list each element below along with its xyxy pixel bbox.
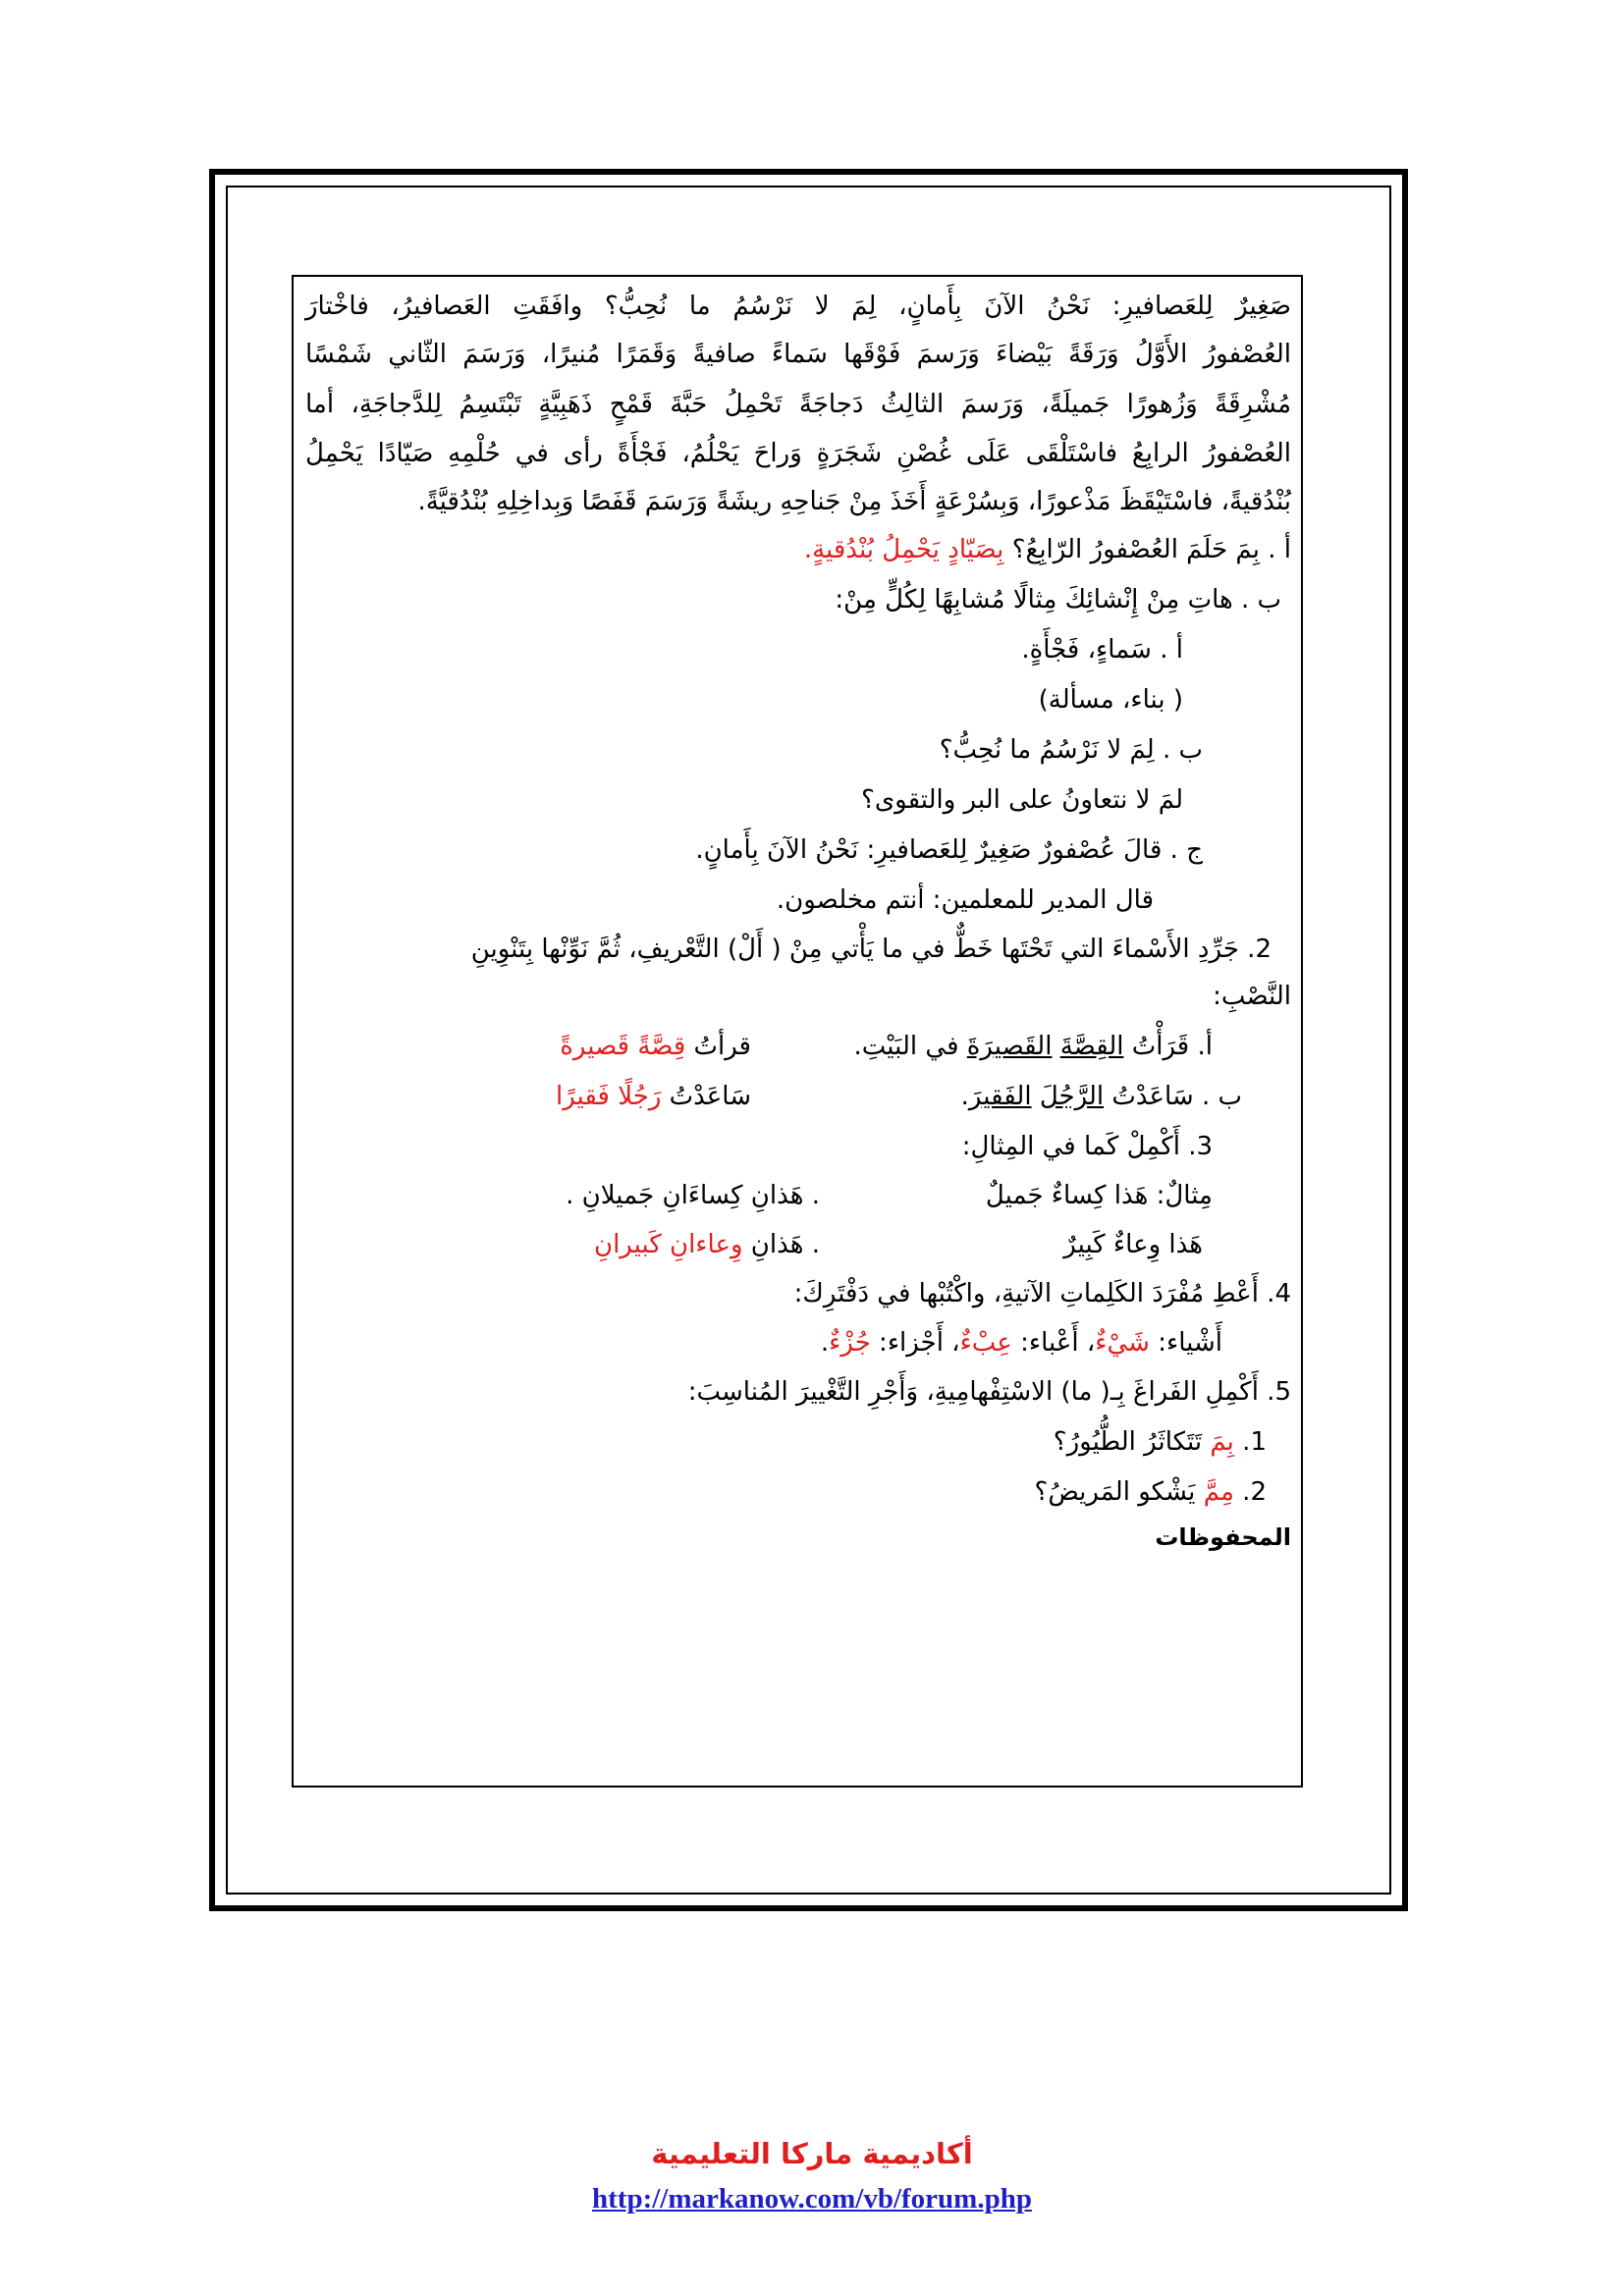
question-5-title: 5. أَكْمِلِ الفَراغَ بِـ( ما) الاسْتِفْهامِيةِ، وَأَجْرِ التَّغْييرَ المُناسِبَ: — [687, 1377, 1291, 1407]
underlined-noun: القَصيرَةَ — [966, 1032, 1053, 1061]
question-b2-answer: لمَ لا نتعاونُ على البر والتقوى؟ — [861, 785, 1183, 815]
question-a-answer: بِصَيّادٍ يَحْمِلُ بُنْدُقيةٍ. — [803, 535, 1004, 564]
passage-line-5: بُنْدُقيةً، فاسْتَيْقَظَ مَذْعورًا، وَبِسُرْعَةٍ أَخَذَ مِنْ جَناحِهِ ريشَةً وَرَسَمَ قَفَصًا وَبِداخِلِهِ بُنْدُقيَّةً. — [417, 487, 1291, 516]
question-5-item-2 — [1035, 1472, 1267, 1512]
question-a — [804, 530, 1291, 569]
question-2b-suffix: . — [960, 1082, 969, 1111]
passage-line-3: مُشْرِقَةً وَزُهورًا جَميلَةً، وَرَسمَ الثالِثُ دَجاجَةً تَحْمِلُ حَبَّةَ قَمْحٍ ذَهَبِيَّةٍ تَبْتَسِمُ لِلدَّجاجَةِ، أما — [305, 390, 1291, 419]
question-2b — [961, 1077, 1242, 1116]
question-4-answers — [821, 1323, 1222, 1362]
word-space — [1032, 1082, 1040, 1111]
singular-answer: جُزْءٌ — [829, 1328, 871, 1358]
question-2b-answer — [556, 1077, 751, 1116]
item-answer: بِمَ — [1210, 1427, 1234, 1457]
footer-forum-link[interactable]: http://markanow.com/vb/forum.php — [592, 2183, 1032, 2215]
question-b1-prompt: أ . سَماءٍ، فَجْأَةٍ. — [1021, 635, 1183, 665]
footer-academy-name: أكاديمية ماركا التعليمية — [651, 2137, 973, 2170]
answer-value: وِعاءانِ كَبيرانِ — [593, 1230, 743, 1259]
question-2b-prefix: ب . سَاعَدْتُ — [1104, 1082, 1242, 1111]
question-3-item-answer — [594, 1225, 820, 1264]
question-b2-prompt: ب . لِمَ لا نَرْسُمُ ما نُحِبُّ؟ — [939, 735, 1203, 765]
question-b3-answer: قال المدير للمعلمين: أنتم مخلصون. — [776, 885, 1154, 915]
singular-answer: عِبْءٌ — [959, 1328, 1012, 1358]
answer-prefix: قرأتُ — [685, 1032, 751, 1061]
sentence-end: . — [820, 1328, 830, 1358]
question-2a-prefix: أ. قَرَأْتُ — [1123, 1032, 1213, 1061]
passage-line-2: العُصْفورُ الأَوَّلُ وَرَقَةً بَيْضاءَ وَرَسمَ فَوْقَها سَماءً صافيةً وَقَمَرًا مُنيرًا، وَرَسَمَ الثّاني شَمْسًا — [305, 340, 1291, 369]
question-a-text: أ . بِمَ حَلَمَ العُصْفورُ الرّابِعُ؟ — [1011, 535, 1291, 564]
question-b-intro: ب . هاتِ مِنْ إِنْشائِكَ مِثالًا مُشابِهًا لِكُلٍّ مِنْ: — [835, 585, 1281, 614]
passage-line-4: العُصْفورُ الرابِعُ فاسْتَلْقَى عَلَى غُصْنِ شَجَرَةٍ وَراحَ يَحْلُمُ، فَجْأَةً رأى في حُلْمِهِ صَيّادًا يَحْمِلُ — [305, 439, 1291, 468]
question-2a-suffix: في البَيْتِ. — [853, 1032, 967, 1061]
underlined-noun: الرَّجُلَ — [1039, 1082, 1105, 1111]
plural-word: أَشْياء: — [1149, 1328, 1222, 1358]
question-5-item-1 — [1054, 1422, 1267, 1462]
question-2a-answer — [560, 1027, 751, 1066]
question-3-example: مِثالٌ: هَذا كِساءٌ جَميلٌ — [985, 1181, 1213, 1210]
item-text: يَشْكو المَريضُ؟ — [1034, 1477, 1204, 1507]
underlined-noun: القِصَّةَ — [1059, 1032, 1124, 1061]
answer-prefix: سَاعَدْتُ — [661, 1082, 751, 1111]
singular-answer: شَيْءٌ — [1095, 1328, 1150, 1358]
word-space — [1052, 1032, 1059, 1061]
question-2-line-2: النَّصْبِ: — [1213, 982, 1291, 1011]
worksheet-content-box — [292, 275, 1303, 1788]
question-b1-answer: ( بناء، مسألة) — [1038, 685, 1183, 715]
item-number: 1. — [1233, 1427, 1267, 1457]
question-4-title: 4. أَعْطِ مُفْرَدَ الكَلِماتِ الآتيةِ، واكْتُبْها في دَفْتَرِكَ: — [793, 1279, 1291, 1308]
answer-value: رَجُلًا فَقيرًا — [555, 1082, 662, 1111]
underlined-noun: الفَقيرَ — [968, 1082, 1032, 1111]
question-2-line-1: 2. جَرِّدِ الأَسْماءَ التي تَحْتَها خَطٌّ في ما يَأْتي مِنْ ( أَلْ) التَّعْريفِ، ثُمَّ نَوِّنْها بِتَنْوِينِ — [470, 934, 1272, 964]
question-2a — [854, 1027, 1214, 1066]
question-3-title: 3. أَكْمِلْ كَما في المِثالِ: — [961, 1132, 1213, 1161]
section-title: المحفوظات — [1155, 1523, 1291, 1551]
item-number: 2. — [1233, 1477, 1267, 1507]
plural-word: ، أَجْزاء: — [870, 1328, 960, 1358]
item-answer: مِمَّ — [1203, 1477, 1234, 1507]
answer-prefix: . هَذانِ — [742, 1230, 820, 1259]
passage-line-1: صَغِيرٌ لِلعَصافيرِ: نَحْنُ الآنَ بِأَمانٍ، لِمَ لا نَرْسُمُ ما نُحِبُّ؟ وافَقَتِ العَصافيرُ، فاخْتارَ — [305, 292, 1291, 321]
question-3-item: هَذا وِعاءٌ كَبِيرٌ — [1063, 1230, 1203, 1259]
answer-value: قِصَّةً قَصيرةً — [560, 1032, 686, 1061]
question-3-example-answer: . هَذانِ كِساءَانِ جَميلانِ . — [566, 1181, 820, 1210]
question-b3-prompt: ج . قالَ عُصْفورٌ صَغِيرٌ لِلعَصافيرِ: نَحْنُ الآنَ بِأَمانٍ. — [695, 835, 1203, 865]
item-text: تَتَكاثَرُ الطُّيُورُ؟ — [1053, 1427, 1211, 1457]
plural-word: ، أَعْباء: — [1011, 1328, 1096, 1358]
